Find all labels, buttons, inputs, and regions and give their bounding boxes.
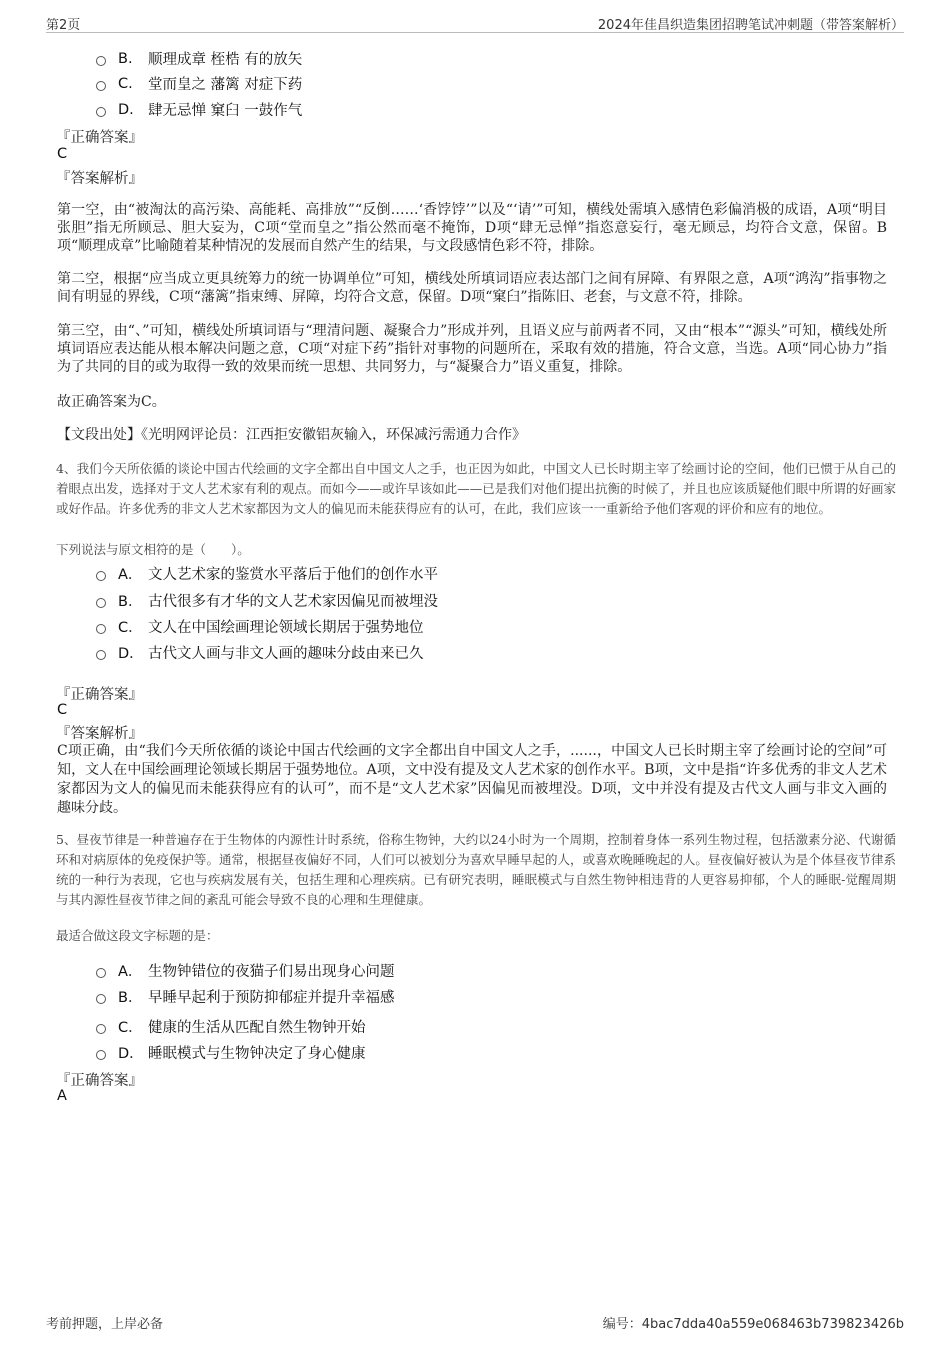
q4-option-c[interactable]: C． 文人在中国绘画理论领域长期居于强势地位 xyxy=(96,616,424,637)
page-header xyxy=(46,14,904,33)
document-id: 编号：4bac7dda40a559e068463b739823426b xyxy=(602,1317,904,1332)
q3-conclusion: 故正确答案为C。 xyxy=(57,394,166,410)
q3-analysis-paragraph: 第三空，由“、”可知，横线处所填词语与“理清问题、凝聚合力”形成并列，且语义应与前两者不同，又由“根本”“源头”可知，横线处所填词语应表达能从根本解决问题之意，C项“对症下药”指针对事物的问题所在，采取有效的措施，符合文意，当选。A项“同心协力”指为了共同的目的或为取得一致的效果而统一思想、共同努力，与“凝聚合力”语义重复，排除。 xyxy=(57,323,887,375)
q3-option-c[interactable]: C. 堂而皇之 藩篱 对症下药 xyxy=(96,73,302,94)
q4-option-a[interactable]: A． 文人艺术家的鉴赏水平落后于他们的创作水平 xyxy=(96,563,438,584)
q5-option-d[interactable]: D． 睡眠模式与生物钟决定了身心健康 xyxy=(96,1042,366,1063)
footer-slogan: 考前押题，上岸必备 xyxy=(46,1317,164,1332)
q5-question: 最适合做这段文字标题的是： xyxy=(56,928,219,943)
q3-option-b[interactable]: B. 顺理成章 桎梏 有的放矢 xyxy=(96,48,302,69)
q5-option-b[interactable]: B． 早睡早起利于预防抑郁症并提升幸福感 xyxy=(96,986,395,1007)
q3-answer: C xyxy=(57,146,68,162)
source-label: 【文段出处】 xyxy=(57,427,141,443)
q4-option-d[interactable]: D． 古代文人画与非文人画的趣味分歧由来已久 xyxy=(96,642,424,663)
q3-analysis-paragraph: 第二空，根据“应当成立更具统筹力的统一协调单位”可知，横线处所填词语应表达部门之间有屏障、有界限之意，A项“鸿沟”指事物之间有明显的界线，C项“藩篱”指束缚、屏障，均符合文意，保留。D项“窠臼”指陈旧、老套，与文意不符，排除。 xyxy=(57,271,887,305)
q3-analysis-paragraph: 第一空，由“被淘汰的高污染、高能耗、高排放”“反倒……‘香饽饽’”以及“‘请’”可知，横线处需填入感情色彩偏消极的成语，A项“明目张胆”指无所顾忌、胆大妄为，C项“堂而皇之”指公然而毫不掩饰，D项“肆无忌惮”指恣意妄行，毫无顾忌，均符合文意，保留。B项“顺理成章”比喻随着某种情况的发展而自然产生的结果，与文段感情色彩不符，排除。 xyxy=(57,202,887,254)
q4-analysis: C项正确，由“我们今天所依循的谈论中国古代绘画的文字全都出自中国文人之手，......，中国文人已长时期主宰了绘画讨论的空间”可知，文人在中国绘画理论领域长期居于强势地位。A项，文中没有提及文人艺术家的创作水平。B项，文中是指“许多优秀的非文人艺术家都因为文人的偏见而未能获得应有的认可”，而不是“文人艺术家”因偏见而被埋没。D项，文中并没有提及古代文人画与非文入画的趣味分歧。 xyxy=(57,743,887,816)
q4-stem: 4、我们今天所依循的谈论中国古代绘画的文字全都出自中国文人之手，也正因为如此，中国文人已长时期主宰了绘画讨论的空间，他们已惯于从自己的着眼点出发，选择对于文人艺术家有利的观点。而如今——或许早该如此——已是我们对他们提出抗衡的时候了，并且也应该质疑他们眼中所谓的好画家或好作品。许多优秀的非文人艺术家都因为文人的偏见而未能获得应有的认可，在此，我们应该一一重新给予他们客观的评价和应有的地位。 xyxy=(56,461,896,516)
radio-icon[interactable] xyxy=(96,1024,106,1034)
radio-icon[interactable] xyxy=(96,968,106,978)
q3-analysis-label: 『答案解析』 xyxy=(56,171,143,187)
q5-option-a[interactable]: A． 生物钟错位的夜猫子们易出现身心问题 xyxy=(96,960,395,981)
q5-option-c[interactable]: C． 健康的生活从匹配自然生物钟开始 xyxy=(96,1016,366,1037)
q5-stem: 5、昼夜节律是一种普遍存在于生物体的内源性计时系统，俗称生物钟，大约以24小时为一个周期，控制着身体一系列生物过程，包括激素分泌、代谢循环和对病原体的免疫保护等。通常，根据昼夜偏好不同，人们可以被划分为喜欢早睡早起的人，或喜欢晚睡晚起的人。昼夜偏好被认为是个体昼夜节律系统的一种行为表现，它也与疾病发展有关，包括生理和心理疾病。已有研究表明，睡眠模式与自然生物钟相违背的人更容易抑郁，个人的睡眠-觉醒周期与其内源性昼夜节律之间的紊乱可能会导致不良的心理和生理健康。 xyxy=(56,832,896,907)
radio-icon[interactable] xyxy=(96,994,106,1004)
q3-answer-label: 『正确答案』 xyxy=(56,130,143,146)
q4-answer: C xyxy=(57,702,68,718)
q4-answer-label: 『正确答案』 xyxy=(56,687,143,703)
radio-icon[interactable] xyxy=(96,107,106,117)
radio-icon[interactable] xyxy=(96,624,106,634)
document-title: 2024年佳昌织造集团招聘笔试冲刺题（带答案解析） xyxy=(597,18,904,33)
radio-icon[interactable] xyxy=(96,56,106,66)
radio-icon[interactable] xyxy=(96,1050,106,1060)
q5-answer: A xyxy=(57,1088,67,1104)
radio-icon[interactable] xyxy=(96,571,106,581)
q3-option-d[interactable]: D. 肆无忌惮 窠臼 一鼓作气 xyxy=(96,99,302,120)
q5-answer-label: 『正确答案』 xyxy=(56,1073,143,1089)
q4-option-b[interactable]: B． 古代很多有才华的文人艺术家因偏见而被埋没 xyxy=(96,590,438,611)
q4-question: 下列说法与原文相符的是（ ）。 xyxy=(56,542,250,557)
radio-icon[interactable] xyxy=(96,81,106,91)
q3-source xyxy=(57,426,887,444)
radio-icon[interactable] xyxy=(96,598,106,608)
q4-analysis-label: 『答案解析』 xyxy=(56,726,143,742)
source-title: 《光明网评论员：江西拒安徽铝灰输入，环保减污需通力合作》 xyxy=(141,427,526,443)
radio-icon[interactable] xyxy=(96,650,106,660)
page-number: 第2页 xyxy=(46,18,81,33)
